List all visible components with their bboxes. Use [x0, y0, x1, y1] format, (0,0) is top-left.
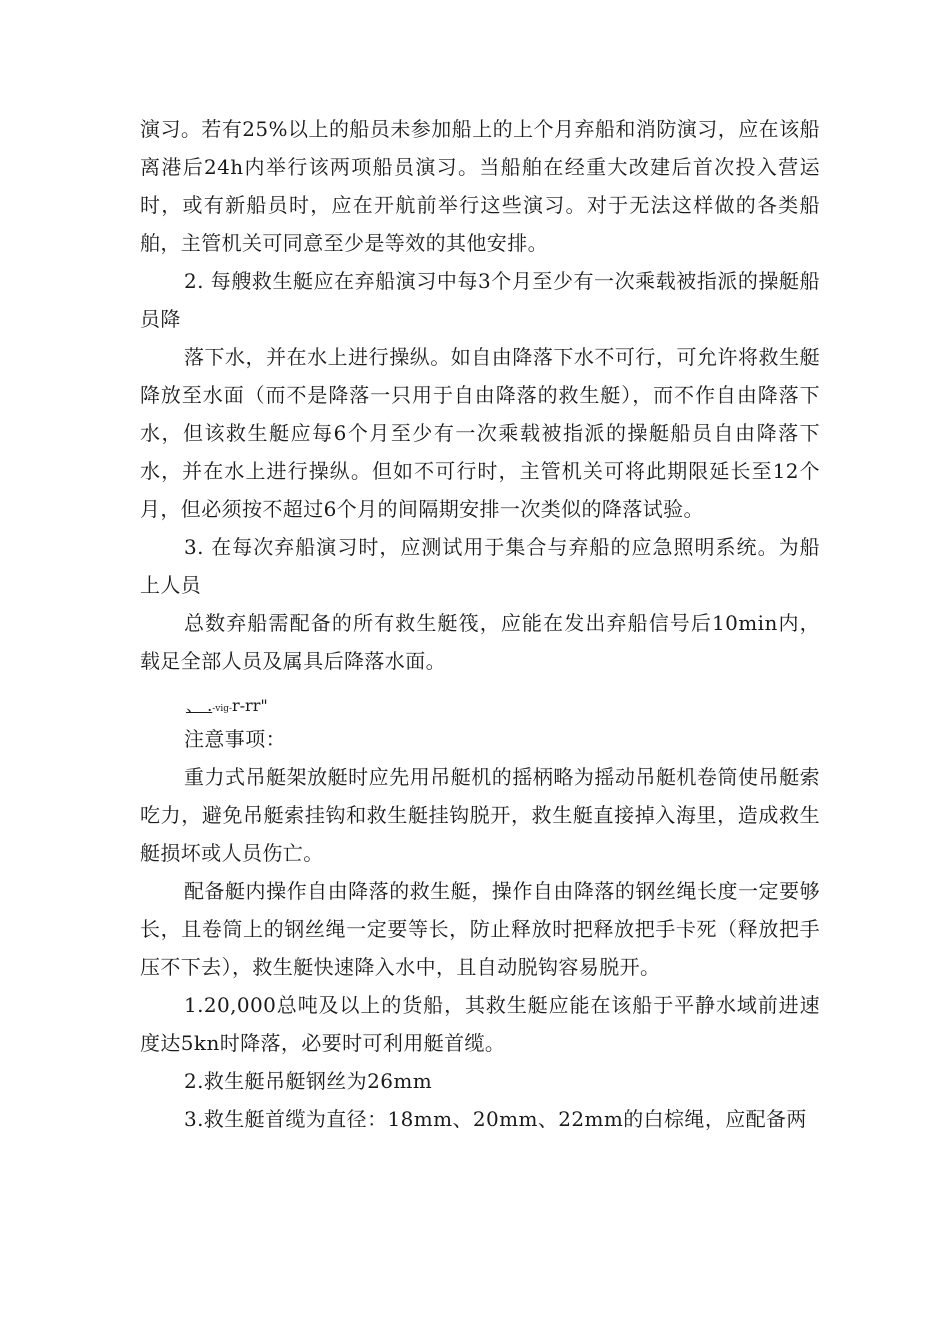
artifact-mark: 、 .: [186, 696, 213, 715]
artifact-small-text: -vig-: [212, 704, 232, 714]
paragraph-davit-wire: 2.救生艇吊艇钢丝为26mm: [184, 1069, 433, 1093]
scan-artifact-line: [140, 694, 820, 720]
paragraph-cargo-ship: 1.20,000总吨及以上的货船，其救生艇应能在该船于平静水域前进速度达5kn时降落，必要时可利用艇首缆。: [140, 993, 820, 1055]
paragraph-drill-requirements: 演习。若有25%以上的船员未参加船上的上个月弃船和消防演习，应在该船离港后24h内举行该两项船员演习。当船舶在经重大改建后首次投入营运时，或有新船员时，应在开航前举行这些演习。对于无法这样做的各类船舶，主管机关可同意至少是等效的其他安排。: [140, 117, 820, 255]
paragraph-free-fall-wire: 配备艇内操作自由降落的救生艇，操作自由降落的钢丝绳长度一定要够长，且卷筒上的钢丝绳一定要等长，防止释放时把释放把手卡死（释放把手压不下去），救生艇快速降入水中，且自动脱钩容易脱开。: [140, 879, 820, 979]
paragraph-item-3: 3. 在每次弃船演习时，应测试用于集合与弃船的应急照明系统。为船上人员: [140, 535, 820, 597]
notes-heading: 注意事项：: [184, 727, 286, 751]
paragraph-painter: 3.救生艇首缆为直径：18mm、20mm、22mm的白棕绳，应配备两: [184, 1107, 807, 1131]
document-page: [140, 110, 820, 1138]
paragraph-free-fall-launch: 落下水，并在水上进行操纵。如自由降落下水不可行，可允许将救生艇降放至水面（而不是降落一只用于自由降落的救生艇），而不作自由降落下水，但该救生艇应每6个月至少有一次乘载被指派的操艇船员自由降落下水，并在水上进行操纵。但如不可行时，主管机关可将此期限延长至12个月，但必须按不超过6个月的间隔期安排一次类似的降落试验。: [140, 345, 820, 521]
artifact-text: r-rr": [232, 696, 268, 715]
paragraph-abandon-time: 总数弃船需配备的所有救生艇筏，应能在发出弃船信号后10min内，载足全部人员及属具后降落水面。: [140, 611, 820, 673]
paragraph-gravity-davit: 重力式吊艇架放艇时应先用吊艇机的摇柄略为摇动吊艇机卷筒使吊艇索吃力，避免吊艇索挂钩和救生艇挂钩脱开，救生艇直接掉入海里，造成救生艇损坏或人员伤亡。: [140, 765, 820, 865]
paragraph-item-2: 2. 每艘救生艇应在弃船演习中每3个月至少有一次乘载被指派的操艇船员降: [140, 269, 820, 331]
